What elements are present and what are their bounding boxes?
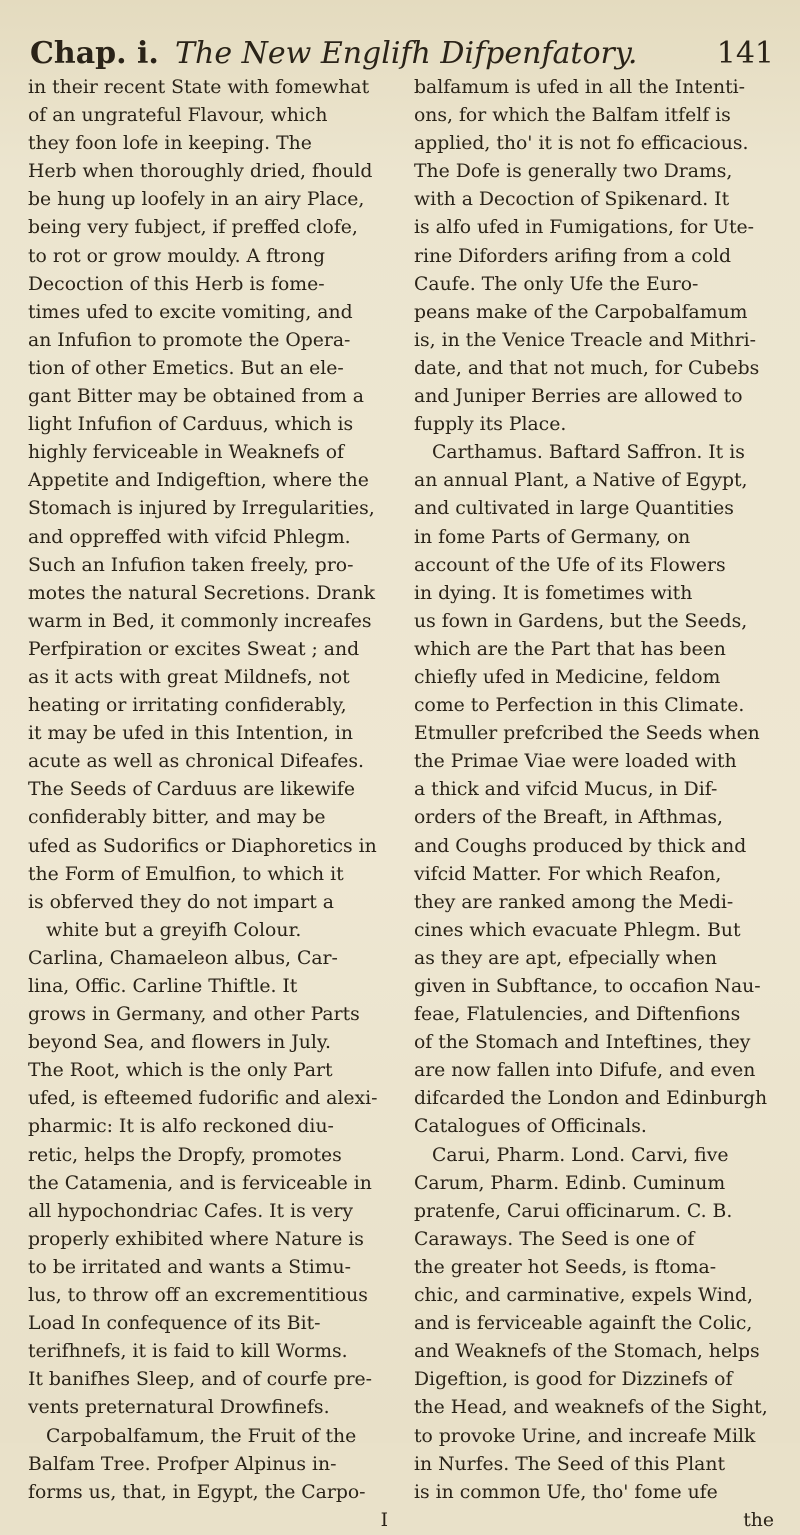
text-line: date, and that not much, for Cubebs: [414, 357, 760, 379]
page-number: 141: [716, 36, 774, 71]
text-line: ufed as Sudorifics or Diaphoretics in: [28, 835, 377, 857]
text-line: gant Bitter may be obtained from a: [28, 386, 364, 408]
text-line: vents preternatural Drowfinefs.: [28, 1397, 330, 1419]
text-line: feae, Flatulencies, and Diftenfions: [414, 1004, 741, 1026]
left-column: [28, 74, 394, 1535]
text-line: lina, Offic. Carline Thiftle. It: [28, 976, 298, 997]
text-line: they foon lofe in keeping. The: [28, 133, 312, 155]
text-line: chic, and carminative, expels Wind,: [414, 1285, 753, 1307]
text-line: Caufe. The only Ufe the Euro-: [414, 273, 699, 295]
text-line: pratenfe, Carui officinarum. C. B.: [414, 1200, 733, 1222]
text-line: cines which evacuate Phlegm. But: [414, 919, 741, 941]
text-line: light Infufion of Carduus, which is: [28, 414, 354, 436]
text-line: rine Diforders arifing from a cold: [414, 245, 732, 267]
text-line: they are ranked among the Medi-: [414, 891, 734, 913]
text-line: Catalogues of Officinals.: [414, 1116, 647, 1138]
text-line: Appetite and Indigeftion, where the: [28, 470, 369, 492]
text-line: ons, for which the Balfam itfelf is: [414, 105, 731, 127]
text-line: ufed, is efteemed fudorific and alexi-: [28, 1088, 378, 1110]
text-line: chiefly ufed in Medicine, feldom: [414, 666, 721, 688]
text-line: orders of the Breaft, in Afthmas,: [414, 807, 724, 829]
text-line: a thick and vifcid Mucus, in Dif-: [414, 779, 718, 801]
text-line: being very fubject, if preffed clofe,: [28, 217, 358, 239]
text-line: with a Decoction of Spikenard. It: [414, 189, 730, 211]
text-line: balfamum is ufed in all the Intenti-: [414, 77, 745, 98]
text-line: confiderably bitter, and may be: [28, 807, 326, 829]
text-line: The Dofe is generally two Drams,: [414, 161, 733, 183]
text-line: of an ungrateful Flavour, which: [28, 105, 328, 127]
text-line: to rot or grow mouldy. A ftrong: [28, 245, 325, 267]
text-line: the: [743, 1509, 774, 1531]
text-line: all hypochondriac Cafes. It is very: [28, 1200, 354, 1222]
text-line: come to Perfection in this Climate.: [414, 695, 745, 717]
text-line: I: [380, 1509, 388, 1531]
text-line: acute as well as chronical Difeafes.: [28, 751, 364, 773]
text-line: the Catamenia, and is ferviceable in: [28, 1172, 372, 1194]
text-line: motes the natural Secretions. Drank: [28, 582, 376, 604]
text-line: The Root, which is the only Part: [28, 1060, 333, 1082]
text-line: which are the Part that has been: [414, 638, 726, 660]
text-line: are now fallen into Difufe, and even: [414, 1060, 756, 1082]
text-line: Digeftion, is good for Dizzinefs of: [414, 1369, 733, 1391]
text-line: terifhnefs, it is faid to kill Worms.: [28, 1341, 348, 1363]
text-line: Perfpiration or excites Sweat ; and: [28, 638, 360, 660]
text-line: as they are apt, efpecially when: [414, 947, 718, 969]
text-line: warm in Bed, it commonly increafes: [28, 610, 372, 632]
text-line: tion of other Emetics. But an ele-: [28, 357, 344, 379]
running-header: [30, 34, 774, 74]
text-line: an Infufion to promote the Opera-: [28, 329, 351, 351]
text-line: Etmuller prefcribed the Seeds when: [414, 723, 760, 745]
text-line: and Juniper Berries are allowed to: [414, 386, 743, 408]
text-line: fupply its Place.: [414, 414, 567, 436]
text-line: beyond Sea, and flowers in July.: [28, 1032, 331, 1054]
text-line: in dying. It is fometimes with: [414, 582, 693, 604]
text-line: is alfo ufed in Fumigations, for Ute-: [414, 217, 755, 239]
text-line: peans make of the Carpobalfamum: [414, 301, 748, 323]
text-line: Carui, Pharm. Lond. Carvi, five: [432, 1144, 729, 1166]
text-line: us fown in Gardens, but the Seeds,: [414, 610, 748, 632]
text-line: the Primae Viae were loaded with: [414, 751, 737, 773]
right-column: [414, 74, 780, 1535]
text-line: be hung up loofely in an airy Place,: [28, 189, 365, 211]
text-line: the Head, and weaknefs of the Sight,: [414, 1397, 768, 1419]
text-line: Carthamus. Baftard Saffron. It is: [432, 442, 745, 464]
text-line: Stomach is injured by Irregularities,: [28, 498, 375, 520]
text-line: account of the Ufe of its Flowers: [414, 554, 726, 576]
text-line: in their recent State with fomewhat: [28, 77, 370, 98]
text-line: to be irritated and wants a Stimu-: [28, 1256, 351, 1278]
text-line: retic, helps the Dropfy, promotes: [28, 1144, 342, 1166]
text-line: white but a greyifh Colour.: [46, 919, 302, 941]
text-line: The Seeds of Carduus are likewife: [28, 779, 355, 801]
running-title: The New Englifh Difpenfatory.: [175, 36, 638, 71]
text-line: the greater hot Seeds, is ftoma-: [414, 1256, 717, 1278]
text-line: lus, to throw off an excrementitious: [28, 1285, 368, 1307]
text-line: vifcid Matter. For which Reafon,: [414, 863, 722, 885]
text-line: It banifhes Sleep, and of courfe pre-: [28, 1369, 373, 1391]
text-line: Such an Infufion taken freely, pro-: [28, 554, 354, 576]
text-line: Balfam Tree. Profper Alpinus in-: [28, 1453, 337, 1475]
text-line: is in common Ufe, tho' fome ufe: [414, 1481, 718, 1503]
text-line: applied, tho' it is not fo efficacious.: [414, 133, 749, 155]
text-line: in fome Parts of Germany, on: [414, 526, 691, 548]
text-line: Carlina, Chamaeleon albus, Car-: [28, 947, 338, 969]
text-line: pharmic: It is alfo reckoned diu-: [28, 1116, 334, 1138]
text-line: Carpobalfamum, the Fruit of the: [46, 1425, 357, 1447]
text-line: Decoction of this Herb is fome-: [28, 273, 325, 295]
text-line: to provoke Urine, and increafe Milk: [414, 1425, 756, 1447]
chapter-label: Chap. i.: [30, 36, 159, 71]
text-line: Herb when thoroughly dried, fhould: [28, 161, 373, 183]
text-line: times ufed to excite vomiting, and: [28, 301, 353, 323]
text-line: is, in the Venice Treacle and Mithri-: [414, 329, 756, 351]
text-line: Carum, Pharm. Edinb. Cuminum: [414, 1172, 726, 1194]
text-line: is obferved they do not impart a: [28, 891, 334, 913]
text-line: forms us, that, in Egypt, the Carpo-: [28, 1481, 366, 1503]
text-line: and cultivated in large Quantities: [414, 498, 734, 520]
text-line: and oppreffed with vifcid Phlegm.: [28, 526, 351, 548]
text-line: given in Subftance, to occafion Nau-: [414, 976, 761, 997]
text-line: the Form of Emulfion, to which it: [28, 863, 344, 885]
text-line: an annual Plant, a Native of Egypt,: [414, 470, 748, 492]
text-line: heating or irritating confiderably,: [28, 695, 347, 717]
text-line: as it acts with great Mildnefs, not: [28, 666, 350, 688]
text-line: in Nurfes. The Seed of this Plant: [414, 1453, 725, 1475]
text-line: and is ferviceable againft the Colic,: [414, 1313, 753, 1335]
text-line: grows in Germany, and other Parts: [28, 1004, 360, 1026]
text-line: it may be ufed in this Intention, in: [28, 723, 353, 745]
text-line: properly exhibited where Nature is: [28, 1228, 364, 1250]
text-line: difcarded the London and Edinburgh: [414, 1088, 768, 1110]
text-line: Caraways. The Seed is one of: [414, 1228, 695, 1250]
text-line: Load In confequence of its Bit-: [28, 1313, 321, 1335]
text-line: of the Stomach and Inteftines, they: [414, 1032, 751, 1054]
text-line: and Coughs produced by thick and: [414, 835, 747, 857]
text-line: and Weaknefs of the Stomach, helps: [414, 1341, 760, 1363]
text-line: highly ferviceable in Weaknefs of: [28, 442, 344, 464]
